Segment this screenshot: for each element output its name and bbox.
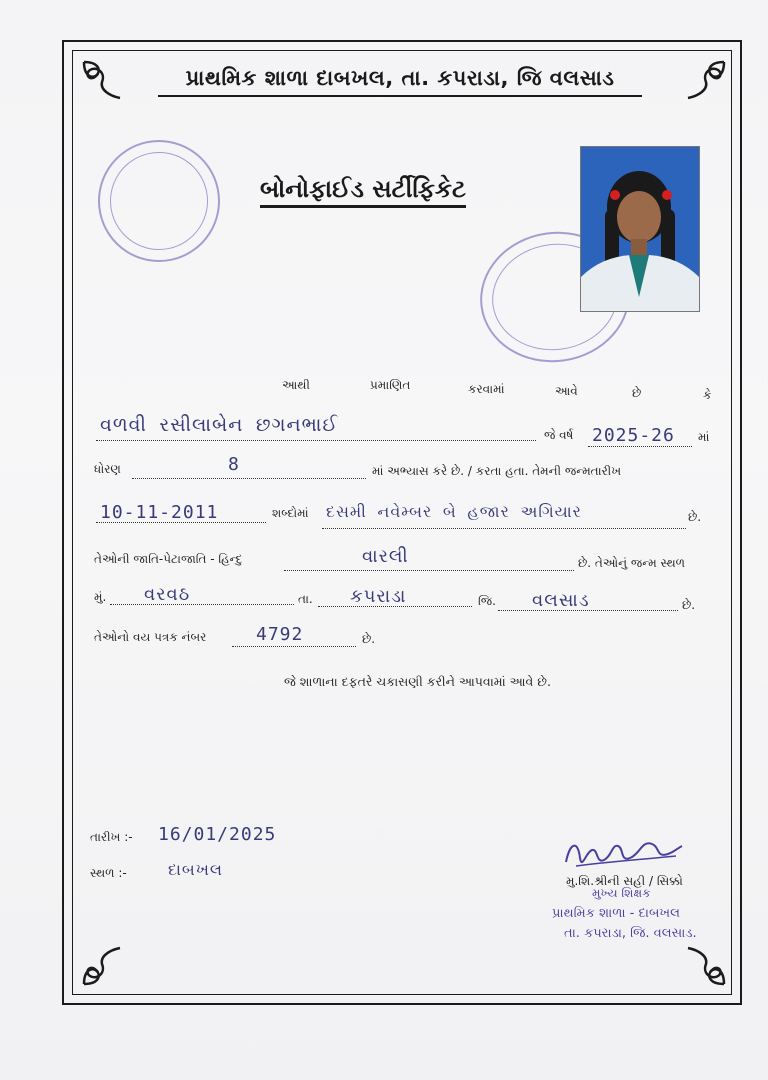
corner-ornament-icon: [80, 58, 124, 102]
school-header: [150, 66, 650, 91]
taluka-dotted-line: [318, 606, 472, 607]
taluka-value: કપરાડા: [350, 586, 407, 607]
name-dotted-line: [96, 440, 536, 441]
caste-value: વારલી: [362, 546, 409, 567]
attestation-word: આથી: [282, 378, 310, 392]
year-label: જે વર્ષ: [544, 428, 574, 442]
date-label: તારીખ :-: [90, 830, 133, 844]
district-label: જિ.: [478, 594, 496, 608]
corner-ornament-icon: [684, 944, 728, 988]
district-dotted-line: [498, 610, 678, 611]
year-dotted-line: [588, 446, 692, 447]
attestation-word: કે: [703, 388, 712, 402]
dob-words-value: દસમી નવેમ્બર બે હજાર અગિયાર: [326, 502, 582, 521]
standard-dotted-line: [132, 478, 366, 479]
village-label: મું.: [94, 590, 107, 604]
dob-words-dotted-line: [322, 528, 686, 529]
header-underline: [158, 95, 642, 97]
attestation-word: છે: [632, 386, 642, 400]
stamp-ring: [101, 143, 217, 259]
age-register-label: તેઓનો વય પત્રક નંબર: [94, 630, 207, 644]
dob-dotted-line: [96, 522, 266, 523]
age-register-dotted-line: [232, 646, 356, 647]
age-register-suffix: છે.: [362, 632, 376, 646]
in-words-label: શબ્દોમાં: [272, 506, 309, 520]
village-value: વરવઠ: [144, 584, 191, 605]
standard-label: ધોરણ: [94, 462, 121, 476]
student-name-value: વળવી રસીલાબેન છગનભાઈ: [100, 414, 339, 436]
footer-note: જે શાળાના દફતરે ચકાસણી કરીને આપવામાં આવે છે.: [284, 674, 551, 689]
birthplace-label: છે. તેઓનું જન્મ સ્થળ: [578, 556, 686, 570]
signature-scribble-icon: [556, 832, 686, 876]
standard-value: 8: [228, 454, 240, 475]
attestation-word: આવે: [555, 384, 578, 398]
date-value: 16/01/2025: [158, 824, 277, 845]
year-suffix: માં: [698, 430, 710, 444]
corner-ornament-icon: [80, 944, 124, 988]
village-dotted-line: [110, 604, 294, 605]
dob-digits-value: 10-11-2011: [100, 502, 219, 523]
caste-label: તેઓની જાતિ-પેટાજાતિ - હિન્દુ: [94, 552, 243, 566]
signature-label: મુ.શિ.શ્રીની સહી / સિક્કો: [566, 874, 683, 888]
line-end: છે.: [682, 598, 696, 612]
dob-words-suffix: છે.: [688, 510, 702, 524]
student-photo: [580, 146, 700, 312]
attestation-word: પ્રમાણિત: [370, 378, 411, 392]
school-header-text: પ્રાથમિક શાળા દાબખલ, તા. કપરાડા, જિ વલસાડ: [185, 66, 615, 90]
place-label: સ્થળ :-: [90, 866, 127, 880]
place-value: દાબખલ: [168, 860, 223, 879]
studying-text: માં અભ્યાસ કરે છે. / કરતા હતા. તેમની જન્મતારીખ: [372, 464, 622, 478]
district-value: વલસાડ: [532, 590, 590, 611]
head-teacher-label: મુખ્ય શિક્ષક: [592, 886, 651, 900]
caste-dotted-line: [284, 570, 574, 571]
age-register-value: 4792: [256, 624, 304, 645]
corner-ornament-icon: [684, 58, 728, 102]
school-stamp-line2: તા. કપરાડા, જિ. વલસાડ.: [564, 926, 697, 941]
year-value: 2025-26: [592, 425, 675, 446]
school-stamp-line1: પ્રાથમિક શાળા - દાબખલ: [552, 906, 680, 921]
student-portrait-icon: [581, 147, 699, 311]
certificate-title: બોનોફાઈડ સર્ટીફિકેટ: [260, 175, 466, 208]
attestation-word: કરવામાં: [468, 382, 505, 396]
taluka-label: તા.: [298, 592, 313, 606]
